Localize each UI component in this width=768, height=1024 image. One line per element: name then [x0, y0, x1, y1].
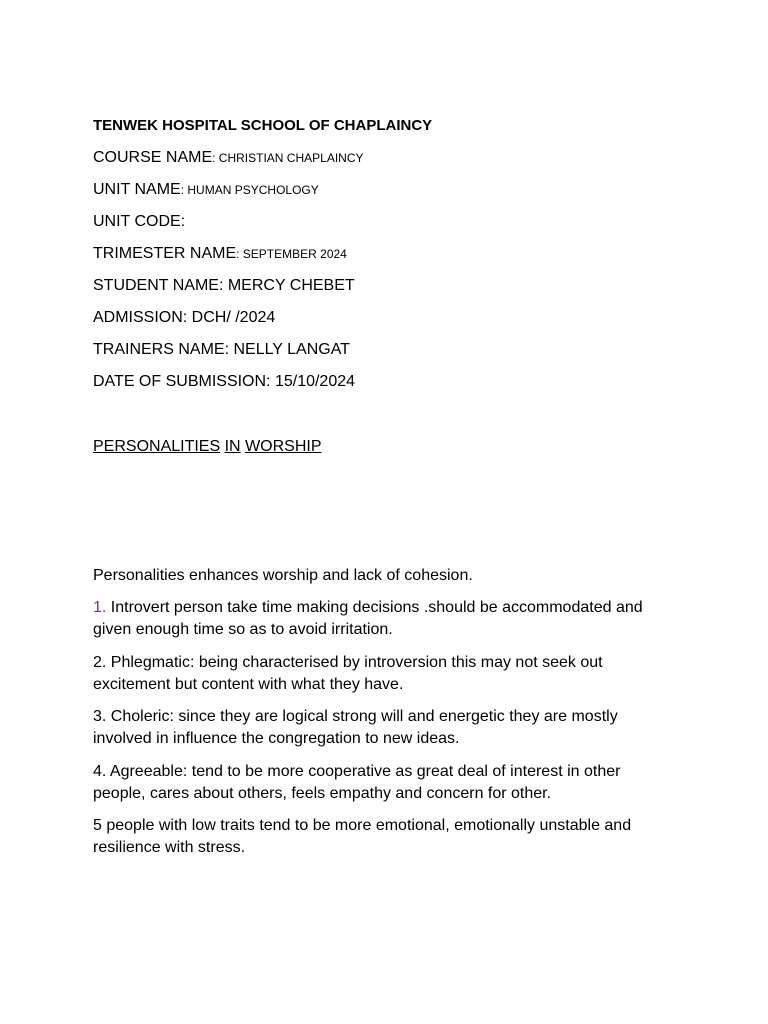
list-number: 1.	[93, 599, 107, 616]
admission-line: ADMISSION: DCH/ /2024	[93, 309, 276, 326]
course-name-line: COURSE NAME: CHRISTIAN CHAPLAINCY	[93, 149, 364, 166]
list-item	[93, 761, 668, 805]
heading-word-3: WORSHIP	[245, 438, 322, 455]
list-text: Introvert person take time making decisions .should be accommodated and given enough time so as to avoid irritation.	[93, 599, 643, 638]
list-item	[93, 706, 668, 750]
section-heading	[93, 437, 322, 457]
list-number: 2.	[93, 654, 107, 671]
list-item	[93, 815, 668, 859]
list-item	[93, 652, 668, 696]
unit-name-value: HUMAN PSYCHOLOGY	[187, 183, 319, 197]
unit-name-line: UNIT NAME: HUMAN PSYCHOLOGY	[93, 181, 319, 198]
trainer-name-line: TRAINERS NAME: NELLY LANGAT	[93, 341, 350, 358]
list-number: 3.	[93, 708, 107, 725]
course-name-label: COURSE NAME	[93, 149, 213, 166]
submission-date-line: DATE OF SUBMISSION: 15/10/2024	[93, 373, 356, 390]
student-name-line: STUDENT NAME: MERCY CHEBET	[93, 277, 355, 294]
list-text: Choleric: since they are logical strong will and energetic they are mostly involved in influence the congregation to new ideas.	[93, 708, 618, 747]
document-page	[93, 0, 673, 1024]
trimester-label: TRIMESTER NAME	[93, 245, 237, 262]
trimester-value: SEPTEMBER 2024	[242, 247, 347, 261]
trimester-line: TRIMESTER NAME: SEPTEMBER 2024	[93, 245, 347, 262]
list-number: 5	[93, 817, 102, 834]
heading-word-1: PERSONALITIES	[93, 438, 221, 455]
list-text: Agreeable: tend to be more cooperative as great deal of interest in other people, cares about others, feels empathy and concern for other.	[93, 763, 621, 802]
heading-word-2: IN	[224, 438, 241, 455]
unit-name-label: UNIT NAME	[93, 181, 181, 198]
list-text: people with low traits tend to be more emotional, emotionally unstable and resilience with stress.	[93, 817, 632, 856]
course-name-value: CHRISTIAN CHAPLAINCY	[218, 151, 364, 165]
unit-code-line: UNIT CODE:	[93, 213, 186, 230]
list-text: Phlegmatic: being characterised by introversion this may not seek out excitement but content with what they have.	[93, 654, 603, 693]
list-item	[93, 597, 668, 641]
list-number: 4.	[93, 763, 107, 780]
school-title: TENWEK HOSPITAL SCHOOL OF CHAPLAINCY	[93, 117, 433, 134]
intro-paragraph: Personalities enhances worship and lack of cohesion.	[93, 567, 473, 584]
